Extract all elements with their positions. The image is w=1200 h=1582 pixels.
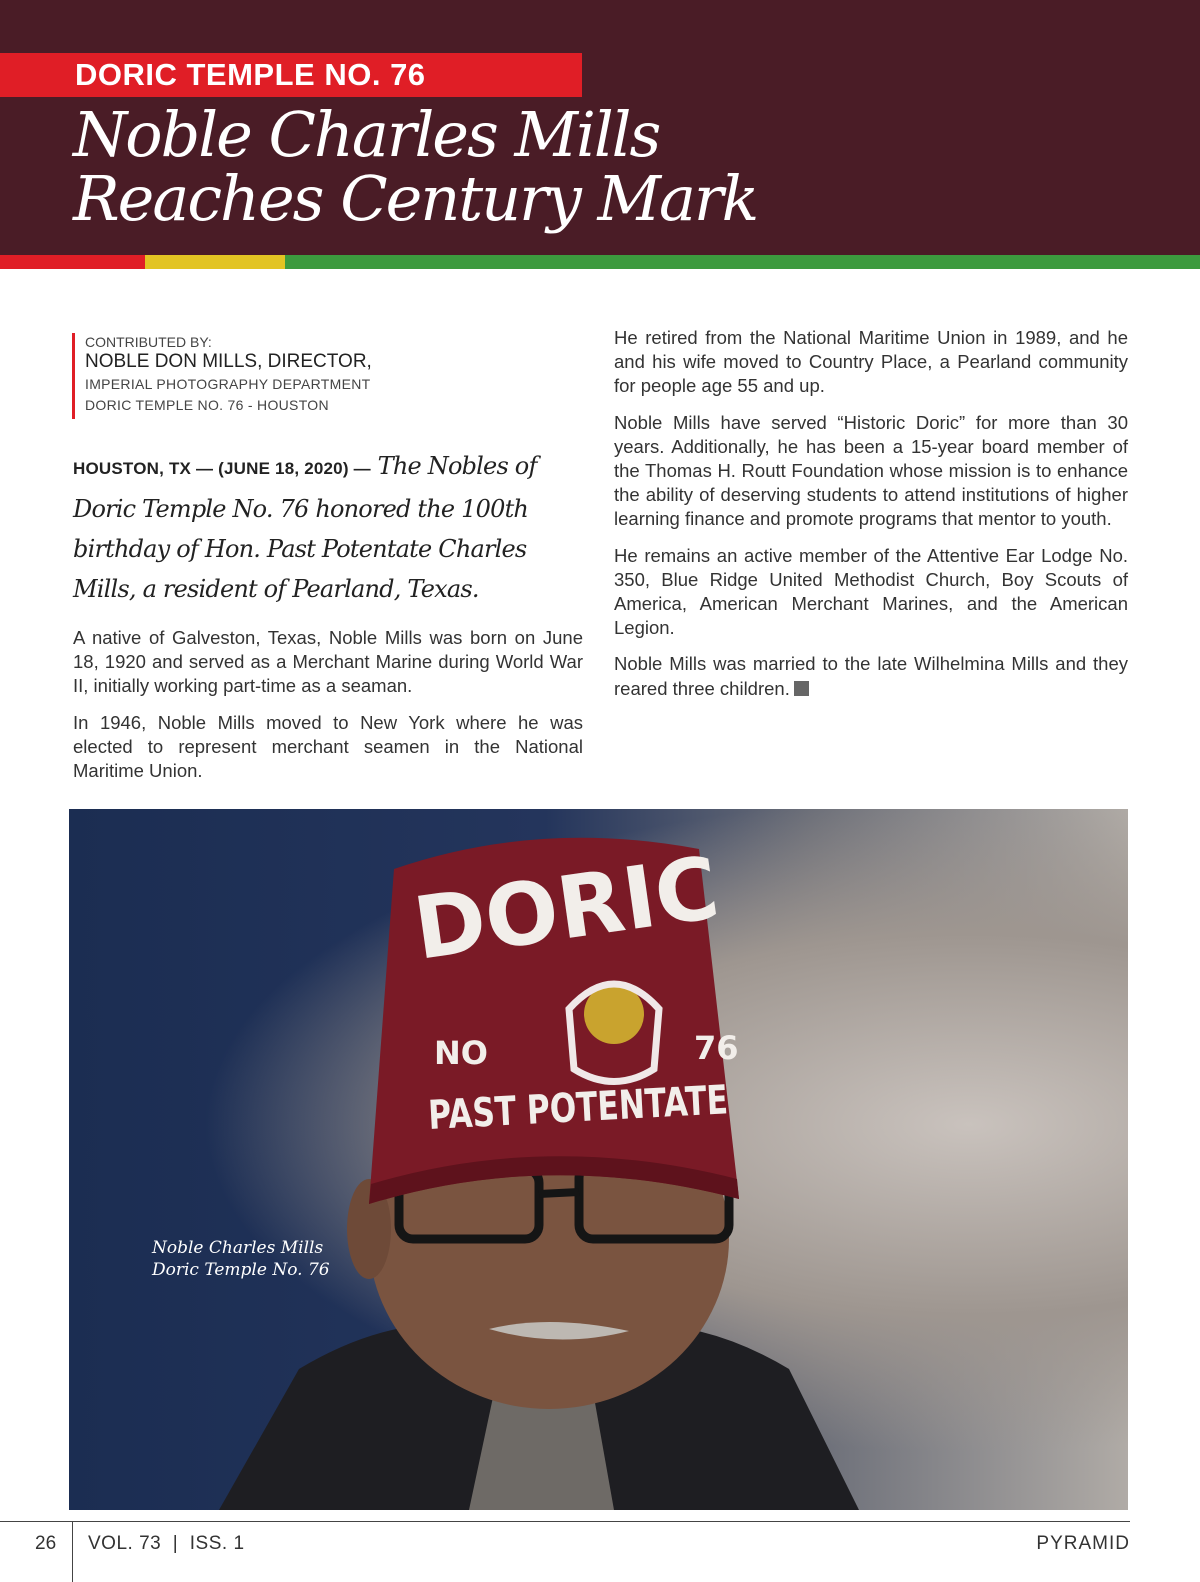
article-headline [73,98,1173,235]
body-column-right [614,326,1128,713]
glasses-bridge [539,1192,579,1194]
fez-no-text: NO [434,1034,488,1072]
body-column-left [73,626,583,795]
section-kicker: DORIC TEMPLE NO. 76 [75,57,426,92]
lead-paragraph [73,446,583,609]
fez-doric-text: DORIC [408,838,725,980]
body-paragraph: A native of Galveston, Texas, Noble Mills was born on June 18, 1920 and served as a Merchant Marine during World War II, initially working part-time as a seaman. [73,627,583,697]
end-of-article-mark [794,681,809,696]
caption-line-2: Doric Temple No. 76 [152,1260,330,1280]
portrait-illustration [69,809,1128,1510]
photo-caption [152,1237,330,1281]
body-paragraph: He remains an active member of the Attentive Ear Lodge No. 350, Blue Ridge United Methodist Church, Boy Scouts of America, American Merchant Marines, and the American Legion. [614,544,1128,639]
contributor-temple: DORIC TEMPLE NO. 76 - HOUSTON [85,397,329,413]
headline-line-1: Noble Charles Mills [73,98,660,171]
headline-line-2: Reaches Century Mark [73,162,758,235]
issue-info: VOL. 73 | ISS. 1 [88,1533,245,1554]
magazine-name: PYRAMID [1036,1533,1130,1554]
lead-text: The Nobles of Doric Temple No. 76 honored the 100th birthday of Hon. Past Potentate Charles Mills, a resident of Pearland, Texas. [73,452,537,603]
caption-line-1: Noble Charles Mills [152,1238,324,1258]
body-paragraph: He retired from the National Maritime Union in 1989, and he and his wife moved to Country Place, a Pearland community for people age 55 and up. [614,327,1128,397]
stripe-yellow [145,255,285,269]
dateline: HOUSTON, TX — (JUNE 18, 2020) — [73,459,371,478]
portrait-photo [69,809,1128,1510]
kicker-band [0,53,582,97]
fez-past-potentate-text: PAST POTENTATE [427,1072,814,1139]
footer-divider [72,1521,73,1582]
page-number: 26 [35,1533,57,1554]
stripe-red [0,255,145,269]
contributor-label: CONTRIBUTED BY: [85,334,212,350]
contributor-block [72,333,552,419]
final-paragraph-text: Noble Mills was married to the late Wilhelmina Mills and they reared three children. [614,653,1128,699]
body-paragraph-final [614,652,1128,700]
contributor-name: NOBLE DON MILLS, DIRECTOR, [85,351,372,372]
body-paragraph: In 1946, Noble Mills moved to New York where he was elected to represent merchant seamen in the National Maritime Union. [73,711,583,782]
masthead-banner [0,0,1200,255]
contributor-department: IMPERIAL PHOTOGRAPHY DEPARTMENT [85,376,371,392]
body-paragraph: Noble Mills have served “Historic Doric” for more than 30 years. Additionally, he has been a 15-year board member of the Thomas H. Routt Foundation whose mission is to enhance the ability of deserving students to attend institutions of higher learning finance and promote programs that mentor to youth. [614,411,1128,530]
stripe-green [285,255,1200,269]
fez-number-text: 76 [694,1029,739,1067]
footer-rule [0,1521,1130,1522]
